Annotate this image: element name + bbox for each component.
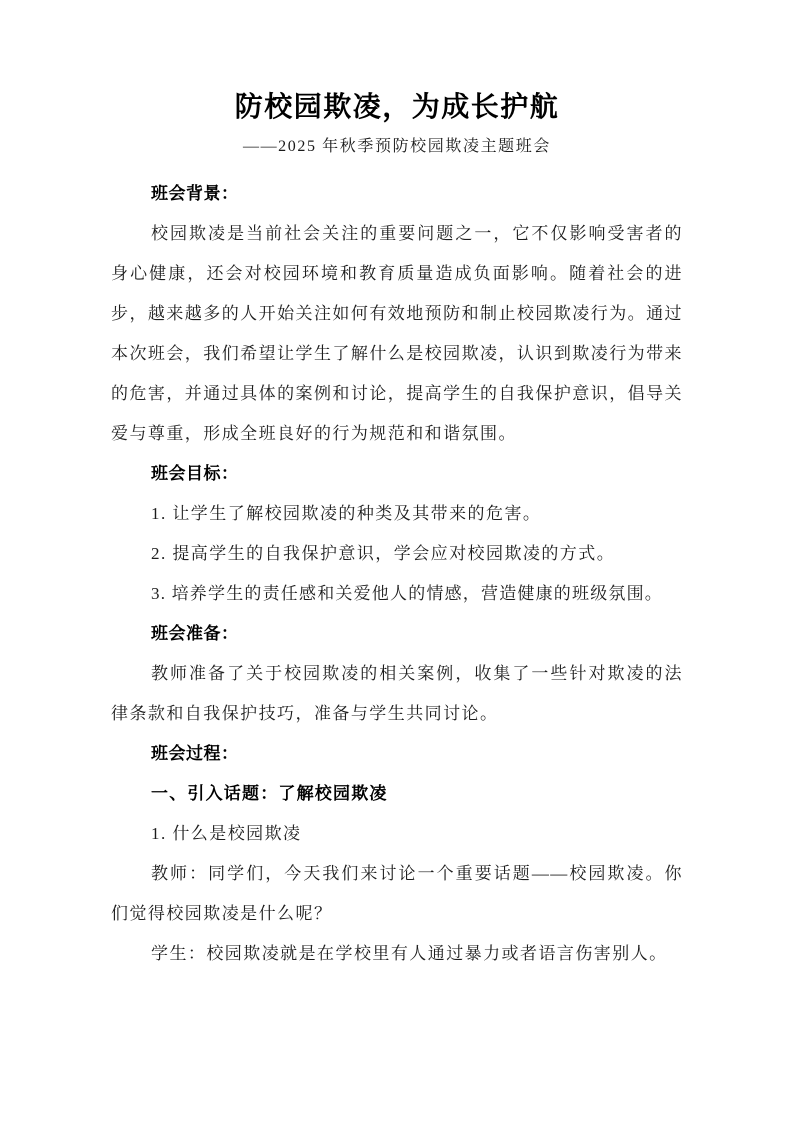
list-item: 2. 提高学生的自我保护意识，学会应对校园欺凌的方式。 [151,544,616,563]
sub-heading-part-one: 一、引入话题：了解校园欺凌 [151,784,388,803]
list-item: 1. 让学生了解校园欺凌的种类及其带来的危害。 [151,504,542,523]
dialogue-line-student: 学生：校园欺凌就是在学校里有人通过暴力或者语言伤害别人。 [151,944,668,963]
page-subtitle: ——2025 年秋季预防校园欺凌主题班会 [242,138,551,155]
list-item: 3. 培养学生的责任感和关爱他人的情感，营造健康的班级氛围。 [151,584,663,603]
section-heading-preparation: 班会准备： [151,624,239,643]
page-title: 防校园欺凌，为成长护航 [234,92,560,123]
list-item: 1. 什么是校园欺凌 [151,824,302,843]
paragraph-background: 校园欺凌是当前社会关注的重要问题之一，它不仅影响受害者的身心健康，还会对校园环境和教育质量造成负面影响。随着社会的进步，越来越多的人开始关注如何有效地预防和制止校园欺凌行为。通过本次班会，我们希望让学生了解什么是校园欺凌，认识到欺凌行为带来的危害，并通过具体的案例和讨论，提高学生的自我保护意识，倡导关爱与尊重，形成全班良好的行为规范和和谐氛围。 [111,224,683,443]
section-heading-background: 班会背景： [151,184,239,203]
paragraph-preparation: 教师准备了关于校园欺凌的相关案例，收集了一些针对欺凌的法律条款和自我保护技巧，准备与学生共同讨论。 [111,664,683,723]
section-heading-process: 班会过程： [151,744,239,763]
dialogue-line-teacher: 教师：同学们，今天我们来讨论一个重要话题——校园欺凌。你们觉得校园欺凌是什么呢？ [111,864,683,923]
section-heading-objectives: 班会目标： [151,464,239,483]
document-body [111,88,683,974]
